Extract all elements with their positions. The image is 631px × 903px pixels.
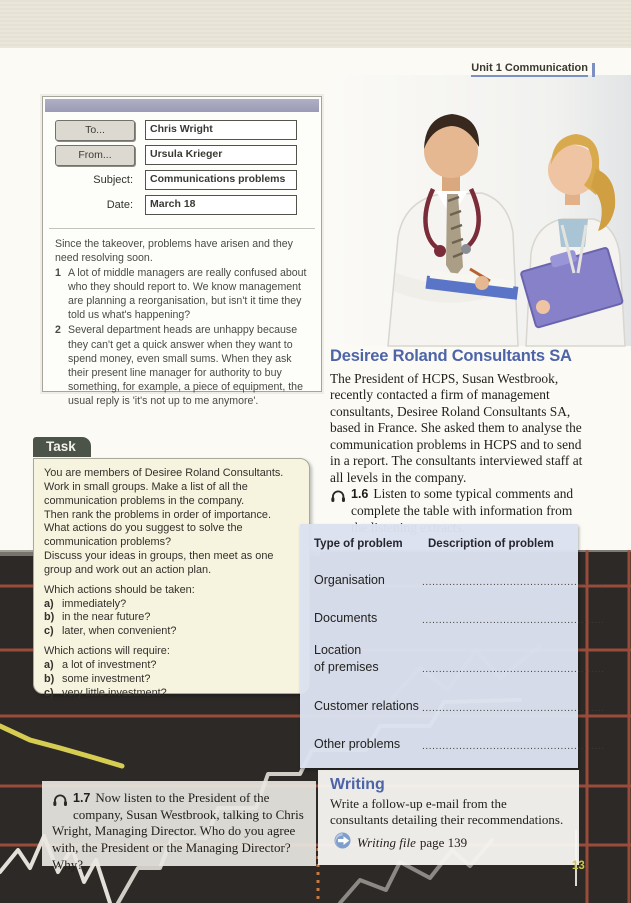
task-list-item: a) a lot of investment? — [44, 658, 157, 671]
col-header-description: Description of problem — [428, 538, 554, 550]
email-memo-form — [42, 96, 322, 407]
memo-item: 1 A lot of middle managers are really confused about who they should report to. We know management are planning a reorganisation, but isn't it time they told us what's happening? — [55, 267, 307, 322]
task-box — [33, 458, 310, 699]
answer-blank[interactable]: ...................................................... — [422, 702, 605, 714]
listening-exercise-1-7 — [42, 781, 316, 872]
answer-blank[interactable]: ...................................................... — [422, 663, 605, 675]
subject-field[interactable]: Communications problems — [145, 170, 297, 190]
listening-text: Listen to some typical comments and complete the table with information from — [351, 486, 574, 518]
task-p4: Discuss your ideas in groups, then meet as one group and work out an action plan. — [44, 550, 274, 576]
memo-titlebar — [45, 99, 319, 112]
headphones-icon — [330, 488, 346, 508]
table-row: Location of premises ...................................................... — [314, 643, 605, 675]
task-list-item: c) later, when convenient? — [44, 625, 177, 638]
headphones-icon — [52, 792, 68, 812]
task-list-item: b) in the near future? — [44, 611, 151, 624]
task-p1: You are members of Desiree Roland Consultants. Work in small groups. Make a list of all the communication problems in the company. — [44, 467, 284, 507]
task-tab: Task — [33, 437, 91, 457]
arrow-right-icon — [334, 832, 351, 854]
unit-label-text: Unit 1 Communication — [471, 62, 588, 77]
task-q2-intro: Which actions will require: — [44, 645, 170, 658]
table-row: Documents ...................................................... — [314, 611, 605, 626]
doctors-photo — [330, 75, 631, 346]
to-button[interactable]: To... — [55, 120, 135, 141]
track-number: 1.6 — [351, 487, 369, 501]
subject-label: Subject: — [93, 174, 133, 186]
col-header-type: Type of problem — [314, 538, 403, 550]
page-top-edge — [0, 0, 631, 48]
answer-blank[interactable]: ...................................................... — [422, 614, 605, 626]
track-number: 1.7 — [73, 791, 91, 805]
writing-file-page: page 139 — [419, 834, 468, 850]
unit-header — [471, 62, 595, 77]
problem-table — [300, 524, 605, 768]
writing-heading: Writing — [330, 776, 385, 793]
date-label: Date: — [106, 199, 133, 211]
memo-fields — [43, 114, 321, 224]
memo-intro: Since the takeover, problems have arisen and they need resolving soon. — [55, 238, 293, 265]
page-number: 13 — [572, 860, 585, 872]
task-p3: What actions do you suggest to solve the communication problems? — [44, 522, 243, 549]
unit-label-bar — [592, 63, 595, 77]
task-p2: Then rank the problems in order of importance. — [44, 508, 272, 521]
answer-blank[interactable]: ...................................................... — [422, 740, 605, 752]
task-list-item: c) very little investment? — [44, 686, 167, 699]
task-q1-intro: Which actions should be taken: — [44, 583, 195, 596]
date-field[interactable]: March 18 — [145, 195, 297, 215]
writing-body: Write a follow-up e-mail from the consultants detailing their recommendations. — [330, 796, 564, 828]
answer-blank[interactable]: ...................................................... — [422, 576, 605, 588]
section-body: The President of HCPS, Susan Westbrook, recently contacted a firm of management consultants, Desiree Roland Consultants SA, based in France. She asked them to analyse the communication problems in HCPS and to send in a report. The consultants interviewed staff at all levels in the company. — [330, 371, 583, 485]
table-row: Other problems ...................................................... — [314, 737, 605, 752]
task-list-item: a) immediately? — [44, 597, 127, 610]
listening-text: Now listen to the President of the company, Susan Westbrook, talking to Chris Wright, Managing Director. Who do you agree with, the President or the Managing Director? Why? — [52, 790, 304, 872]
table-header-row — [314, 538, 570, 550]
to-field[interactable]: Chris Wright — [145, 120, 297, 140]
section-heading: Desiree Roland Consultants SA — [330, 347, 572, 365]
memo-item: 2 Several department heads are unhappy because they can't get a quick answer when they want to spend money, even small sums. When they ask their present line manager for authority to buy something, for example, a piece of equipment, the usual reply is 'it's not up to me anymore'. — [55, 324, 303, 407]
task-list-item: b) some investment? — [44, 672, 151, 685]
table-row: Organisation ...................................................... — [314, 573, 605, 588]
writing-file-reference[interactable] — [330, 832, 567, 854]
table-row: Customer relations ...................................................... — [314, 699, 605, 714]
from-field[interactable]: Ursula Krieger — [145, 145, 297, 165]
memo-body — [49, 228, 315, 408]
from-button[interactable]: From... — [55, 145, 135, 166]
writing-section — [318, 770, 579, 865]
writing-file-label: Writing file — [357, 834, 416, 850]
